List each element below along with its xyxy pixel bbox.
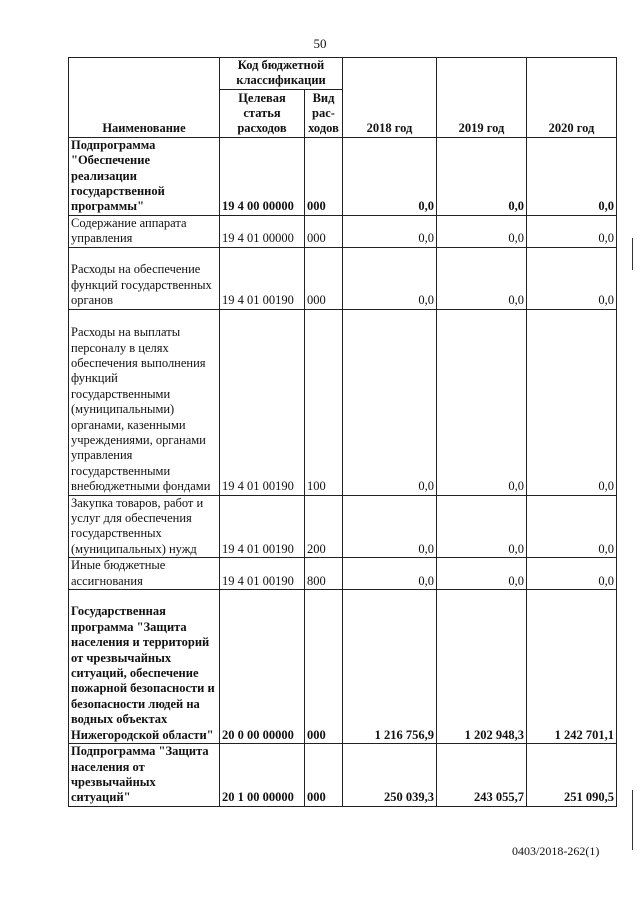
margin-line [632, 790, 633, 850]
header-code-group: Код бюджетной классификации [220, 58, 343, 90]
row-value-2019: 0,0 [437, 558, 527, 590]
row-value-2019: 0,0 [437, 215, 527, 247]
row-name: Содержание аппарата управления [69, 215, 220, 247]
row-expense-kind: 000 [305, 744, 343, 807]
table-row [69, 590, 617, 744]
row-name: Государственная программа "Защита населения и территорий от чрезвычайных ситуаций, обеспечение пожарной безопасности и безопасности людей на водных объектах Нижегородской области" [69, 590, 220, 744]
header-target: Целевая статья расходов [220, 89, 305, 137]
row-expense-kind: 000 [305, 215, 343, 247]
page-number: 50 [313, 36, 327, 51]
table-row [69, 215, 617, 247]
row-value-2020: 0,0 [527, 309, 617, 495]
row-target-code: 20 1 00 00000 [220, 744, 305, 807]
header-name: Наименование [69, 58, 220, 138]
header-2018: 2018 год [343, 58, 437, 138]
row-value-2020: 1 242 701,1 [527, 590, 617, 744]
row-value-2018: 0,0 [343, 495, 437, 558]
header-2020: 2020 год [527, 58, 617, 138]
header-kind: Вид рас-ходов [305, 89, 343, 137]
row-value-2019: 0,0 [437, 137, 527, 215]
table-row [69, 137, 617, 215]
row-expense-kind: 000 [305, 137, 343, 215]
row-expense-kind: 000 [305, 590, 343, 744]
margin-line [632, 238, 633, 270]
document-code: 0403/2018-262(1) [512, 844, 600, 858]
row-value-2019: 243 055,7 [437, 744, 527, 807]
row-expense-kind: 800 [305, 558, 343, 590]
row-value-2020: 0,0 [527, 247, 617, 309]
row-value-2020: 0,0 [527, 215, 617, 247]
row-value-2020: 0,0 [527, 558, 617, 590]
row-target-code: 19 4 01 00190 [220, 247, 305, 309]
row-value-2019: 0,0 [437, 309, 527, 495]
row-expense-kind: 100 [305, 309, 343, 495]
row-name: Подпрограмма "Обеспечение реализации государственной программы" [69, 137, 220, 215]
row-value-2018: 250 039,3 [343, 744, 437, 807]
row-expense-kind: 000 [305, 247, 343, 309]
row-value-2020: 0,0 [527, 495, 617, 558]
row-target-code: 19 4 01 00190 [220, 495, 305, 558]
row-value-2018: 0,0 [343, 247, 437, 309]
row-name: Иные бюджетные ассигнования [69, 558, 220, 590]
row-target-code: 19 4 01 00190 [220, 309, 305, 495]
row-value-2019: 0,0 [437, 247, 527, 309]
table-row [69, 309, 617, 495]
table-row [69, 558, 617, 590]
row-target-code: 19 4 00 00000 [220, 137, 305, 215]
row-name: Закупка товаров, работ и услуг для обеспечения государственных (муниципальных) нужд [69, 495, 220, 558]
header-2019: 2019 год [437, 58, 527, 138]
row-value-2019: 0,0 [437, 495, 527, 558]
row-target-code: 19 4 01 00000 [220, 215, 305, 247]
row-value-2018: 1 216 756,9 [343, 590, 437, 744]
row-value-2018: 0,0 [343, 558, 437, 590]
row-target-code: 20 0 00 00000 [220, 590, 305, 744]
row-target-code: 19 4 01 00190 [220, 558, 305, 590]
row-value-2018: 0,0 [343, 215, 437, 247]
table-row [69, 744, 617, 807]
table-row [69, 247, 617, 309]
row-name: Расходы на выплаты персоналу в целях обеспечения выполнения функций государственными (муниципальными) органами, казенными учреждениями, органами управления государственными внебюджетными фондами [69, 309, 220, 495]
row-value-2018: 0,0 [343, 309, 437, 495]
row-expense-kind: 200 [305, 495, 343, 558]
row-value-2019: 1 202 948,3 [437, 590, 527, 744]
row-value-2018: 0,0 [343, 137, 437, 215]
row-value-2020: 0,0 [527, 137, 617, 215]
row-name: Подпрограмма "Защита населения от чрезвычайных ситуаций" [69, 744, 220, 807]
row-value-2020: 251 090,5 [527, 744, 617, 807]
budget-table [68, 57, 617, 807]
table-row [69, 495, 617, 558]
row-name: Расходы на обеспечение функций государственных органов [69, 247, 220, 309]
